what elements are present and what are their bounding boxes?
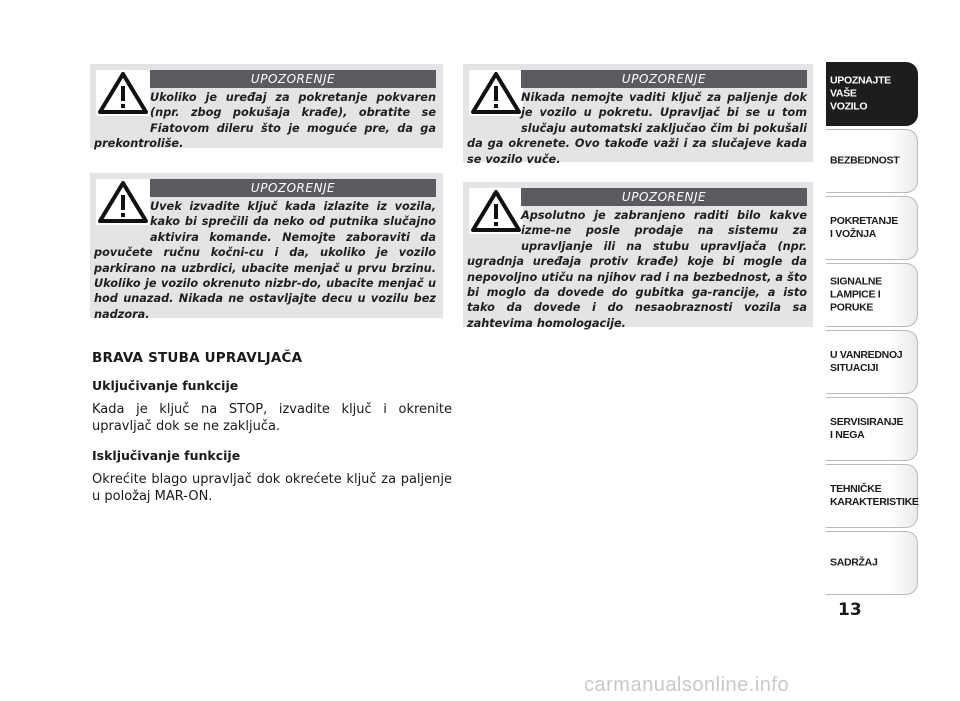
- tab-label: UPOZNAJTE VAŠE VOZILO: [830, 74, 891, 113]
- tab-label: BEZBEDNOST: [830, 154, 900, 167]
- paragraph-enable: Kada je ključ na STOP, izvadite ključ i okrenite upravljač dok se ne zaključa.: [92, 402, 452, 434]
- subheading-disable: Isključivanje funkcije: [92, 448, 241, 463]
- page-number: 13: [838, 600, 862, 620]
- warning-box-3: [463, 64, 813, 166]
- tab-upoznajte-vase-vozilo[interactable]: [826, 62, 918, 126]
- tab-label: TEHNIČKE KARAKTERISTIKE: [830, 483, 919, 508]
- warning-label: UPOZORENJE: [521, 188, 807, 206]
- tab-bezbednost[interactable]: [826, 129, 918, 193]
- warning-label: UPOZORENJE: [150, 179, 436, 197]
- tab-label: POKRETANJE I VOŽNJA: [830, 215, 898, 240]
- tab-signalne-lampice[interactable]: [826, 263, 918, 327]
- warning-text: Apsolutno je zabranjeno raditi bilo kakve izme-ne posle prodaje na sistemu za upravljanje ili na stubu upravljača (npr. ugradnja uređaja protiv krađe) koje bi mogle da nepovoljno utiču na njihov rad i na bezbednost, a što bi moglo da dovede do gubitka ga-rancije, a isto tako da dovede i do nesaobraznosti vozila sa zahtevima homologacije.: [467, 209, 807, 330]
- section-title: BRAVA STUBA UPRAVLJAČA: [92, 350, 303, 366]
- warning-label: UPOZORENJE: [521, 70, 807, 88]
- tab-u-vanrednoj-situaciji[interactable]: [826, 330, 918, 394]
- warning-text: Ukoliko je uređaj za pokretanje pokvaren (npr. zbog pokušaja krađe), obratite se Fiatovom dileru što je moguće pre, da ga prekontroliše.: [94, 91, 436, 151]
- tab-label: SADRŽAJ: [830, 556, 878, 569]
- tab-sadrzaj[interactable]: [826, 531, 918, 595]
- tab-label: SERVISIRANJE I NEGA: [830, 416, 904, 441]
- tab-servisiranje-i-nega[interactable]: [826, 397, 918, 461]
- warning-box-1: [90, 64, 443, 151]
- warning-label: UPOZORENJE: [150, 70, 436, 88]
- tab-label: U VANREDNOJ SITUACIJI: [830, 349, 903, 374]
- warning-box-2: [90, 173, 443, 321]
- tab-label: SIGNALNE LAMPICE I PORUKE: [830, 275, 882, 314]
- tab-tehnicke-karakteristike[interactable]: [826, 464, 918, 528]
- tab-pokretanje-i-voznja[interactable]: [826, 196, 918, 260]
- paragraph-disable: Okrećite blago upravljač dok okrećete ključ za paljenje u položaj MAR-ON.: [92, 472, 452, 504]
- watermark-text: carmanualsonline.info: [584, 674, 790, 696]
- subheading-enable: Uključivanje funkcije: [92, 378, 239, 393]
- warning-text: Nikada nemojte vaditi ključ za paljenje dok je vozilo u pokretu. Upravljač bi se u tom slučaju automatski zaključao čim bi pokušali da ga okrenete. Ovo takođe važi i za slučajeve kada se vozilo vuče.: [467, 91, 807, 166]
- warning-box-4: [463, 182, 813, 330]
- warning-text: Uvek izvadite ključ kada izlazite iz vozila, kako bi sprečili da neko od putnika slučajno aktivira komande. Nemojte zaboraviti da povučete ručnu kočni-cu i da, ukoliko je vozilo parkirano na uzbrdici, ubacite menjač u prvu brzinu. Ukoliko je vozilo okrenuto nizbr-do, ubacite menjač u hod unazad. Nikada ne ostavljajte decu u vozilu bez nadzora.: [94, 200, 436, 321]
